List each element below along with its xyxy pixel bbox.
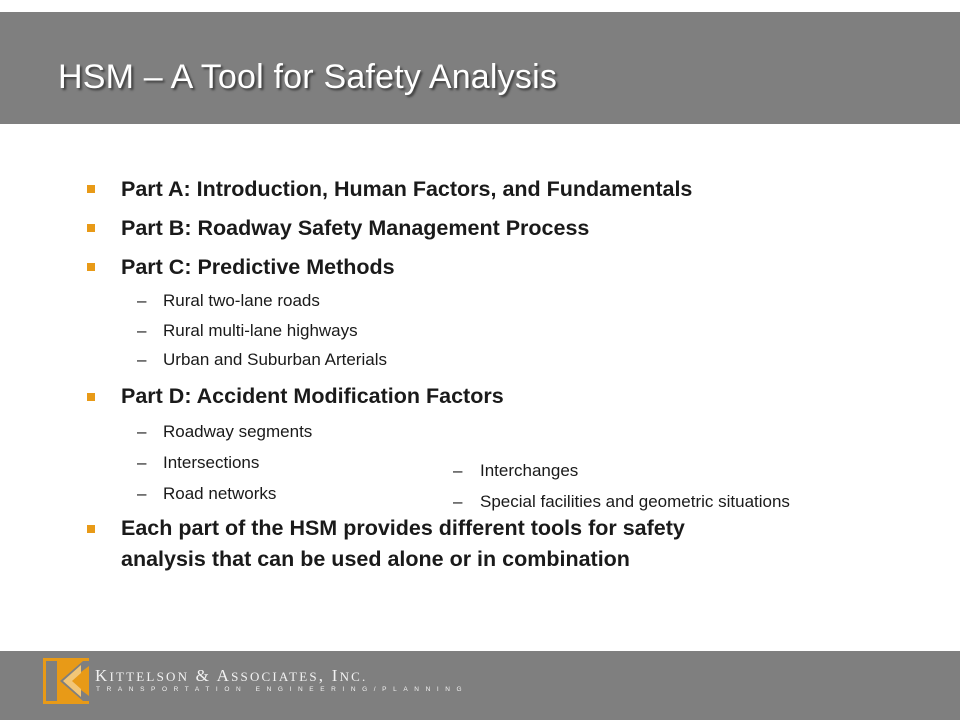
bullet-icon: [87, 224, 95, 232]
dash: –: [137, 350, 147, 369]
bullet-part-c: Part C: Predictive Methods: [121, 255, 395, 279]
bullet-icon: [87, 525, 95, 533]
dash: –: [137, 291, 147, 310]
dash: –: [137, 321, 147, 340]
sub-item: Special facilities and geometric situations: [480, 492, 790, 511]
bullet-part-a: Part A: Introduction, Human Factors, and Fundamentals: [121, 177, 693, 201]
bullet-part-d: Part D: Accident Modification Factors: [121, 384, 504, 408]
sub-item: Roadway segments: [163, 422, 313, 441]
dash: –: [137, 484, 147, 503]
sub-item: Intersections: [163, 453, 260, 472]
sub-item: Urban and Suburban Arterials: [163, 350, 387, 369]
dash: –: [453, 492, 463, 511]
dash: –: [453, 461, 463, 480]
bullet-icon: [87, 185, 95, 193]
dash: –: [137, 422, 147, 441]
sub-item: Rural multi-lane highways: [163, 321, 358, 340]
company-tagline: TRANSPORTATION ENGINEERING/PLANNING: [96, 686, 469, 693]
bullet-icon: [87, 393, 95, 401]
dash: –: [137, 453, 147, 472]
bullet-part-b: Part B: Roadway Safety Management Process: [121, 216, 590, 240]
sub-item: Road networks: [163, 484, 277, 503]
bullet-summary-line1: Each part of the HSM provides different tools for safety: [121, 516, 685, 540]
sub-item: Interchanges: [480, 461, 579, 480]
kittelson-k-logo-icon: [43, 658, 89, 704]
bullet-icon: [87, 263, 95, 271]
slide-title: HSM – A Tool for Safety Analysis: [58, 58, 558, 96]
sub-item: Rural two-lane roads: [163, 291, 320, 310]
bullet-summary-line2: analysis that can be used alone or in combination: [121, 547, 630, 571]
company-name: KITTELSON & ASSOCIATES, INC.: [95, 666, 368, 685]
